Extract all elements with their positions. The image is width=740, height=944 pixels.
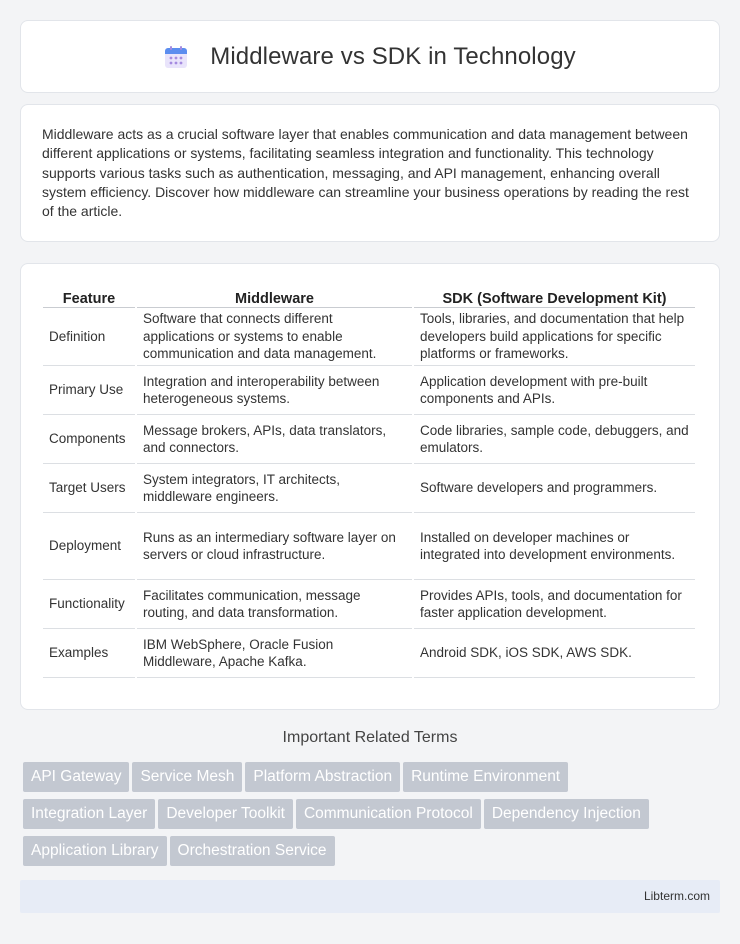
related-term-tag[interactable]: Communication Protocol bbox=[296, 799, 481, 829]
middleware-cell: Software that connects different applications or systems to enable communication and data management. bbox=[137, 308, 412, 366]
middleware-cell: Facilitates communication, message routing, and data transformation. bbox=[137, 580, 412, 629]
header-middleware: Middleware bbox=[137, 284, 412, 308]
middleware-cell: System integrators, IT architects, middleware engineers. bbox=[137, 464, 412, 513]
feature-cell: Deployment bbox=[43, 513, 135, 580]
header-sdk: SDK (Software Development Kit) bbox=[414, 284, 695, 308]
page-title: Middleware vs SDK in Technology bbox=[210, 42, 576, 70]
feature-cell: Functionality bbox=[43, 580, 135, 629]
related-term-tag[interactable]: Application Library bbox=[23, 836, 167, 866]
footer bbox=[20, 880, 720, 913]
comparison-table bbox=[41, 284, 697, 678]
table-row bbox=[43, 415, 695, 464]
related-term-tag[interactable]: Platform Abstraction bbox=[245, 762, 400, 792]
middleware-cell: Runs as an intermediary software layer on servers or cloud infrastructure. bbox=[137, 513, 412, 580]
sdk-cell: Tools, libraries, and documentation that help developers build applications for specific platforms or frameworks. bbox=[414, 308, 695, 366]
related-term-tag[interactable]: Orchestration Service bbox=[170, 836, 335, 866]
middleware-cell: Message brokers, APIs, data translators, and connectors. bbox=[137, 415, 412, 464]
table-row bbox=[43, 366, 695, 415]
header-card bbox=[20, 20, 720, 93]
table-row bbox=[43, 629, 695, 678]
comparison-table-card bbox=[20, 263, 720, 710]
table-row bbox=[43, 308, 695, 366]
related-term-tag[interactable]: Integration Layer bbox=[23, 799, 155, 829]
intro-card bbox=[20, 104, 720, 242]
feature-cell: Components bbox=[43, 415, 135, 464]
middleware-cell: Integration and interoperability between heterogeneous systems. bbox=[137, 366, 412, 415]
related-term-tag[interactable]: Dependency Injection bbox=[484, 799, 649, 829]
table-row bbox=[43, 580, 695, 629]
sdk-cell: Application development with pre-built components and APIs. bbox=[414, 366, 695, 415]
middleware-cell: IBM WebSphere, Oracle Fusion Middleware, Apache Kafka. bbox=[137, 629, 412, 678]
table-row bbox=[43, 513, 695, 580]
related-term-tag[interactable]: Developer Toolkit bbox=[158, 799, 293, 829]
feature-cell: Primary Use bbox=[43, 366, 135, 415]
sdk-cell: Android SDK, iOS SDK, AWS SDK. bbox=[414, 629, 695, 678]
header-feature: Feature bbox=[43, 284, 135, 308]
sdk-cell: Provides APIs, tools, and documentation for faster application development. bbox=[414, 580, 695, 629]
feature-cell: Target Users bbox=[43, 464, 135, 513]
related-term-tag[interactable]: API Gateway bbox=[23, 762, 129, 792]
table-header-row bbox=[43, 284, 695, 308]
table-row bbox=[43, 464, 695, 513]
calendar-icon bbox=[164, 45, 188, 69]
related-terms-list bbox=[23, 762, 723, 873]
sdk-cell: Code libraries, sample code, debuggers, and emulators. bbox=[414, 415, 695, 464]
sdk-cell: Installed on developer machines or integrated into development environments. bbox=[414, 513, 695, 580]
sdk-cell: Software developers and programmers. bbox=[414, 464, 695, 513]
feature-cell: Definition bbox=[43, 308, 135, 366]
related-term-tag[interactable]: Service Mesh bbox=[132, 762, 242, 792]
related-term-tag[interactable]: Runtime Environment bbox=[403, 762, 568, 792]
footer-site-link[interactable]: Libterm.com bbox=[643, 889, 710, 903]
intro-text: Middleware acts as a crucial software layer that enables communication and data management between different applications or systems, facilitating seamless integration and functionality. This technology supports various tasks such as authentication, messaging, and API management, enhancing overall system efficiency. Discover how middleware can streamline your business operations by reading the rest of the article. bbox=[42, 126, 689, 220]
feature-cell: Examples bbox=[43, 629, 135, 678]
related-terms-title: Important Related Terms bbox=[282, 729, 458, 746]
